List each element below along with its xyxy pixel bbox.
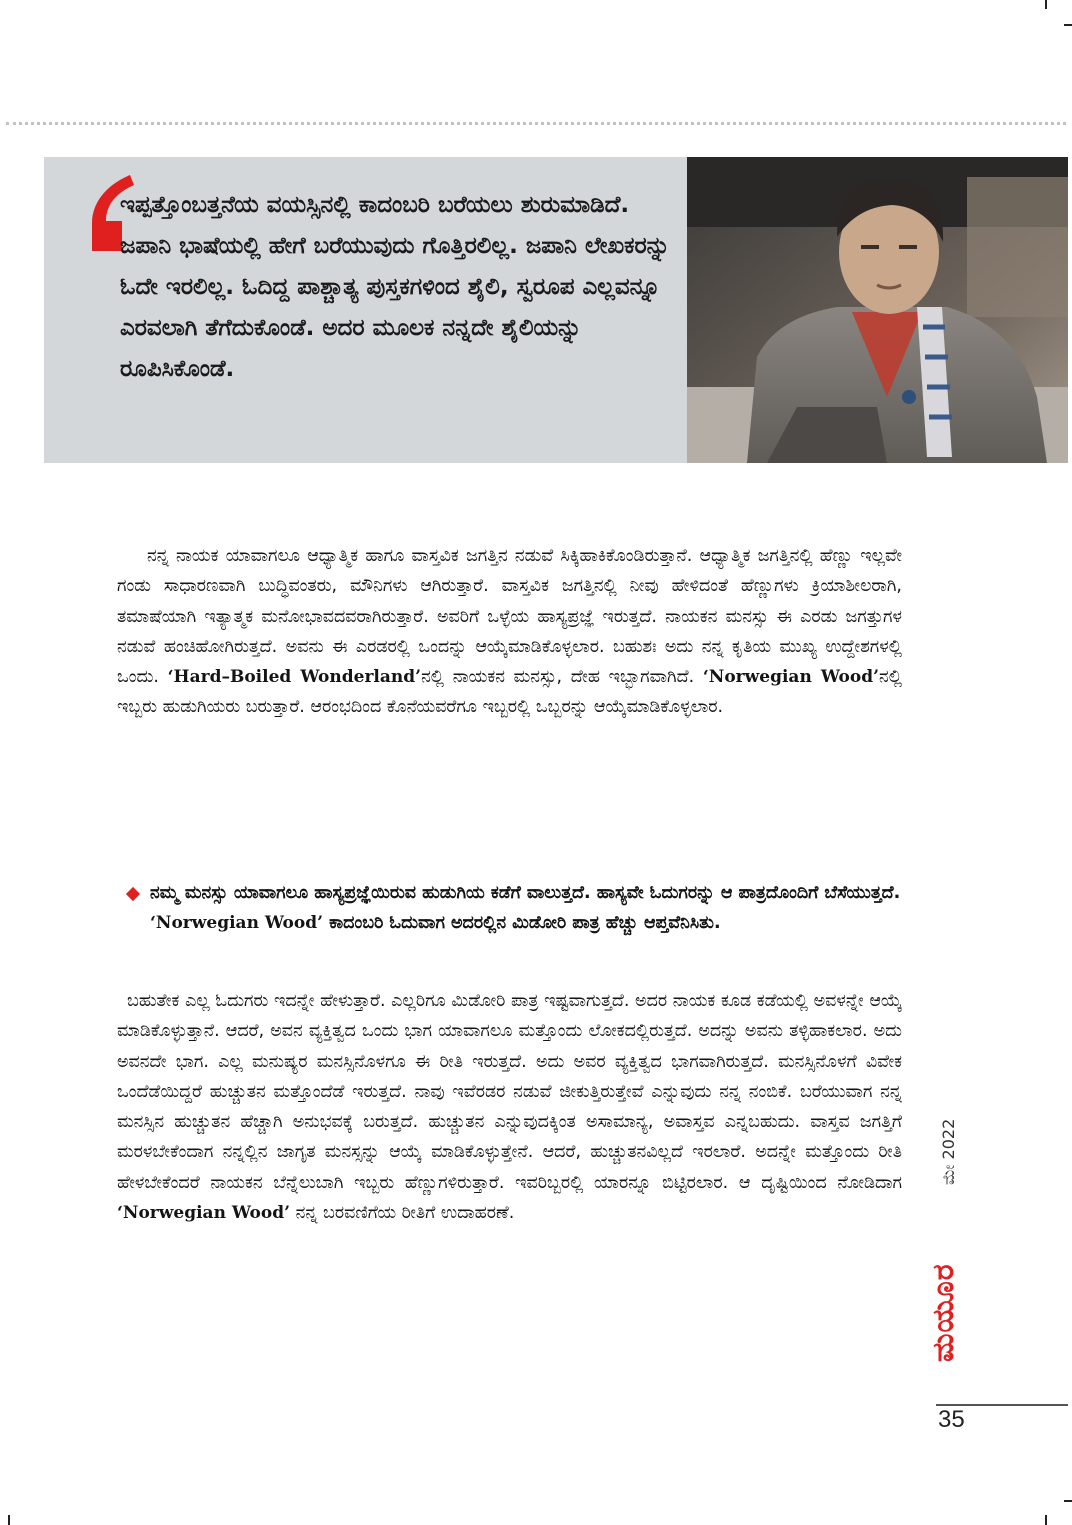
dotted-divider (6, 122, 1066, 125)
crop-mark (8, 1515, 10, 1525)
article-paragraph-1: ನನ್ನ ನಾಯಕ ಯಾವಾಗಲೂ ಆಧ್ಯಾತ್ಮಿಕ ಹಾಗೂ ವಾಸ್ತವಿಕ ಜಗತ್ತಿನ ನಡುವೆ ಸಿಕ್ಕಿಹಾಕಿಕೊಂಡಿರುತ್ತಾನೆ. ಆಧ್ಯಾತ್ಮಿಕ ಜಗತ್ತಿನಲ್ಲಿ ಹೆಣ್ಣು ಇಲ್ಲವೇ ಗಂಡು ಸಾಧಾರಣವಾಗಿ ಬುದ್ಧಿವಂತರು, ಮೌನಿಗಳು ಆಗಿರುತ್ತಾರೆ. ವಾಸ್ತವಿಕ ಜಗತ್ತಿನಲ್ಲಿ ನೀವು ಹೇಳಿದಂತೆ ಹೆಣ್ಣುಗಳು ಕ್ರಿಯಾಶೀಲರಾಗಿ, ತಮಾಷೆಯಾಗಿ ಇತ್ಯಾತ್ಮಕ ಮನೋಭಾವದವರಾಗಿರುತ್ತಾರೆ. ಅವರಿಗೆ ಒಳ್ಳೆಯ ಹಾಸ್ಯಪ್ರಜ್ಞೆ ಇರುತ್ತದೆ. ನಾಯಕನ ಮನಸ್ಸು ಈ ಎರಡು ಜಗತ್ತುಗಳ ನಡುವೆ ಹಂಚಿಹೋಗಿರುತ್ತದೆ. ಅವನು ಈ ಎರಡರಲ್ಲಿ ಒಂದನ್ನು ಆಯ್ಕೆಮಾಡಿಕೊಳ್ಳಲಾರ. ಬಹುಶಃ ಅದು ನನ್ನ ಕೃತಿಯ ಮುಖ್ಯ ಉದ್ದೇಶಗಳಲ್ಲಿ ಒಂದು. ‘Hard–Boiled Wonderland’ನಲ್ಲಿ ನಾಯಕನ ಮನಸ್ಸು, ದೇಹ ಇಬ್ಭಾಗವಾಗಿದೆ. ‘Norwegian Wood’ನಲ್ಲಿ ಇಬ್ಬರು ಹುಡುಗಿಯರು ಬರುತ್ತಾರೆ. ಆರಂಭದಿಂದ ಕೊನೆಯವರೆಗೂ ಇಬ್ಬರಲ್ಲಿ ಒಬ್ಬರನ್ನು ಆಯ್ಕೆಮಾಡಿಕೊಳ್ಳಲಾರ. (117, 546, 902, 718)
book-title: ‘Hard–Boiled Wonderland’ (167, 667, 422, 688)
page-number: 35 (938, 1406, 965, 1433)
question-text: ನಮ್ಮ ಮನಸ್ಸು ಯಾವಾಗಲೂ ಹಾಸ್ಯಪ್ರಜ್ಞೆಯಿರುವ ಹುಡುಗಿಯ ಕಡೆಗೆ ವಾಲುತ್ತದೆ. ಹಾಸ್ಯವೇ ಓದುಗರನ್ನು ಆ ಪಾತ್ರದೊಂದಿಗೆ ಬೆಸೆಯುತ್ತದೆ. ‘Norwegian Wood’ ಕಾದಂಬರಿ ಓದುವಾಗ ಅದರಲ್ಲಿನ ಮಿಡೋರಿ ಪಾತ್ರ ಹೆಚ್ಚು ಆಪ್ತವೆನಿಸಿತು. (150, 883, 901, 934)
crop-mark (1064, 1500, 1072, 1502)
book-title: ‘Norwegian Wood’ (702, 667, 880, 688)
book-title: ‘Norwegian Wood’ (117, 1203, 291, 1224)
book-title: ‘Norwegian Wood’ (150, 913, 324, 934)
author-photo (687, 157, 1068, 463)
diamond-bullet-icon (126, 887, 140, 901)
magazine-name: ಮಯೂರ (926, 1263, 961, 1362)
pull-quote-box (44, 157, 687, 463)
crop-mark (1045, 1515, 1047, 1525)
crop-mark (1045, 0, 1047, 9)
pull-quote-text: ಇಪ್ಪತ್ತೊಂಬತ್ತನೆಯ ವಯಸ್ಸಿನಲ್ಲಿ ಕಾದಂಬರಿ ಬರೆಯಲು ಶುರುಮಾಡಿದೆ. ಜಪಾನಿ ಭಾಷೆಯಲ್ಲಿ ಹೇಗೆ ಬರೆಯುವುದು ಗೊತ್ತಿರಲಿಲ್ಲ. ಜಪಾನಿ ಲೇಖಕರನ್ನು ಓದೇ ಇರಲಿಲ್ಲ. ಓದಿದ್ದ ಪಾಶ್ಚಾತ್ಯ ಪುಸ್ತಕಗಳಿಂದ ಶೈಲಿ, ಸ್ವರೂಪ ಎಲ್ಲವನ್ನೂ ಎರವಲಾಗಿ ತೆಗೆದುಕೊಂಡೆ. ಅದರ ಮೂಲಕ ನನ್ನದೇ ಶೈಲಿಯನ್ನು ರೂಪಿಸಿಕೊಂಡೆ. (120, 192, 670, 382)
issue-date: ಮೇ 2022 (939, 1118, 958, 1185)
crop-mark (1064, 24, 1072, 26)
article-paragraph-2: ಬಹುತೇಕ ಎಲ್ಲ ಓದುಗರು ಇದನ್ನೇ ಹೇಳುತ್ತಾರೆ. ಎಲ್ಲರಿಗೂ ಮಿಡೋರಿ ಪಾತ್ರ ಇಷ್ಟವಾಗುತ್ತದೆ. ಅದರ ನಾಯಕ ಕೂಡ ಕಡೆಯಲ್ಲಿ ಅವಳನ್ನೇ ಆಯ್ಕೆ ಮಾಡಿಕೊಳ್ಳುತ್ತಾನೆ. ಆದರೆ, ಅವನ ವ್ಯಕ್ತಿತ್ವದ ಒಂದು ಭಾಗ ಯಾವಾಗಲೂ ಮತ್ತೊಂದು ಲೋಕದಲ್ಲಿರುತ್ತದೆ. ಅದನ್ನು ಅವನು ತಳ್ಳಿಹಾಕಲಾರ. ಅದು ಅವನದೇ ಭಾಗ. ಎಲ್ಲ ಮನುಷ್ಯರ ಮನಸ್ಸಿನೊಳಗೂ ಈ ರೀತಿ ಇರುತ್ತದೆ. ಅದು ಅವರ ವ್ಯಕ್ತಿತ್ವದ ಭಾಗವಾಗಿರುತ್ತದೆ. ಮನಸ್ಸಿನೊಳಗೆ ವಿವೇಕ ಒಂದೆಡೆಯಿದ್ದರೆ ಹುಚ್ಚುತನ ಮತ್ತೊಂದೆಡೆ ಇರುತ್ತದೆ. ನಾವು ಇವೆರಡರ ನಡುವೆ ಜೀಕುತ್ತಿರುತ್ತೇವೆ ಎನ್ನುವುದು ನನ್ನ ನಂಬಿಕೆ. ಬರೆಯುವಾಗ ನನ್ನ ಮನಸ್ಸಿನ ಹುಚ್ಚುತನ ಹೆಚ್ಚಾಗಿ ಅನುಭವಕ್ಕೆ ಬರುತ್ತದೆ. ಹುಚ್ಚುತನ ಎನ್ನುವುದಕ್ಕಿಂತ ಅಸಾಮಾನ್ಯ, ಅವಾಸ್ತವ ಎನ್ನಬಹುದು. ವಾಸ್ತವ ಜಗತ್ತಿಗೆ ಮರಳಬೇಕೆಂದಾಗ ನನ್ನಲ್ಲಿನ ಜಾಗೃತ ಮನಸ್ಸನ್ನು ಆಯ್ಕೆ ಮಾಡಿಕೊಳ್ಳುತ್ತೇನೆ. ಆದರೆ, ಹುಚ್ಚುತನವಿಲ್ಲದೆ ಇರಲಾರೆ. ಅದನ್ನೇ ಮತ್ತೊಂದು ರೀತಿ ಹೇಳಬೇಕೆಂದರೆ ನಾಯಕನ ಬೆನ್ನೆಲುಬಾಗಿ ಇಬ್ಬರು ಹೆಣ್ಣುಗಳಿರುತ್ತಾರೆ. ಇವರಿಬ್ಬರಲ್ಲಿ ಯಾರನ್ನೂ ಬಿಟ್ಟಿರಲಾರ. ಆ ದೃಷ್ಟಿಯಿಂದ ನೋಡಿದಾಗ ‘Norwegian Wood’ ನನ್ನ ಬರವಣಿಗೆಯ ರೀತಿಗೆ ಉದಾಹರಣೆ. (117, 991, 902, 1224)
